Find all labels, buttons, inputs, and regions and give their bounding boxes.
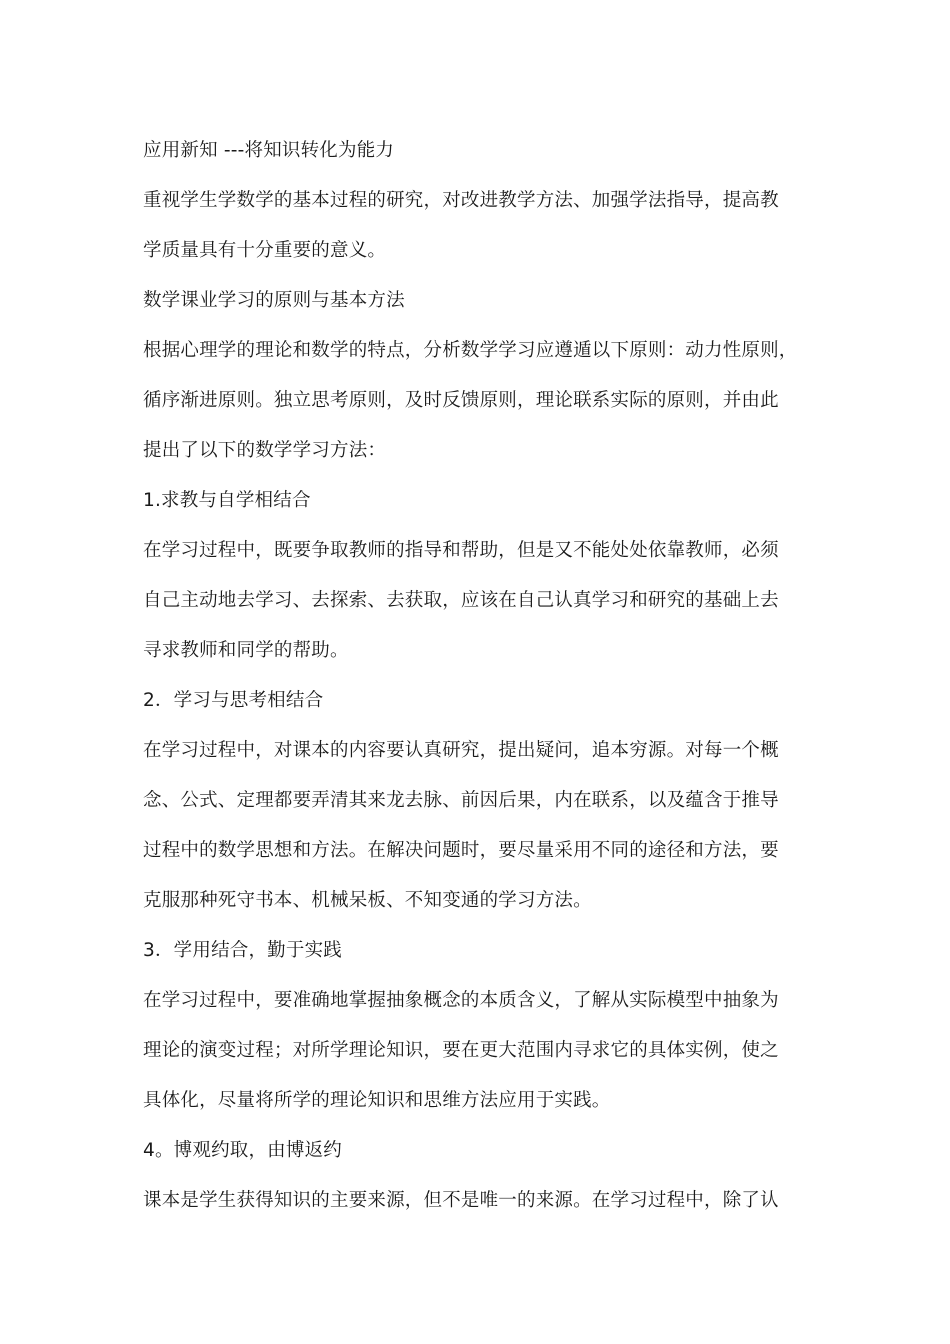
section-heading: 数学课业学习的原则与基本方法: [143, 290, 405, 311]
numbered-heading: 3．学用结合，勤于实践: [143, 940, 342, 961]
paragraph-line: 寻求教师和同学的帮助。: [143, 640, 349, 661]
paragraph-line: 根据心理学的理论和数学的特点，分析数学学习应遵遁以下原则：动力性原则，: [143, 340, 798, 361]
paragraph-line: 在学习过程中，对课本的内容要认真研究，提出疑问，追本穷源。对每一个概: [143, 740, 779, 761]
paragraph-line: 具体化，尽量将所学的理论知识和思维方法应用于实践。: [143, 1090, 611, 1111]
paragraph-line: 重视学生学数学的基本过程的研究，对改进教学方法、加强学法指导，提高教: [143, 190, 779, 211]
paragraph-line: 在学习过程中，要准确地掌握抽象概念的本质含义，了解从实际模型中抽象为: [143, 990, 779, 1011]
paragraph-line: 课本是学生获得知识的主要来源，但不是唯一的来源。在学习过程中，除了认: [143, 1190, 779, 1211]
document-body: [143, 126, 809, 1226]
paragraph-line: 自己主动地去学习、去探索、去获取，应该在自己认真学习和研究的基础上去: [143, 590, 779, 611]
numbered-heading: 2．学习与思考相结合: [143, 690, 324, 711]
paragraph-line: 克服那种死守书本、机械呆板、不知变通的学习方法。: [143, 890, 592, 911]
numbered-heading: 4。博观约取，由博返约: [143, 1140, 342, 1161]
paragraph-line: 念、公式、定理都要弄清其来龙去脉、前因后果，内在联系，以及蕴含于推导: [143, 790, 779, 811]
paragraph-line: 提出了以下的数学学习方法：: [143, 440, 387, 461]
paragraph-line: 循序渐进原则。独立思考原则，及时反馈原则，理论联系实际的原则，并由此: [143, 390, 779, 411]
section-heading: 应用新知 ---将知识转化为能力: [143, 140, 395, 161]
paragraph-line: 学质量具有十分重要的意义。: [143, 240, 387, 261]
paragraph-line: 过程中的数学思想和方法。在解决问题时，要尽量采用不同的途径和方法，要: [143, 840, 779, 861]
paragraph-line: 理论的演变过程；对所学理论知识，要在更大范围内寻求它的具体实例，使之: [143, 1040, 779, 1061]
numbered-heading: 1.求教与自学相结合: [143, 490, 311, 511]
paragraph-line: 在学习过程中，既要争取教师的指导和帮助，但是又不能处处依靠教师，必须: [143, 540, 779, 561]
